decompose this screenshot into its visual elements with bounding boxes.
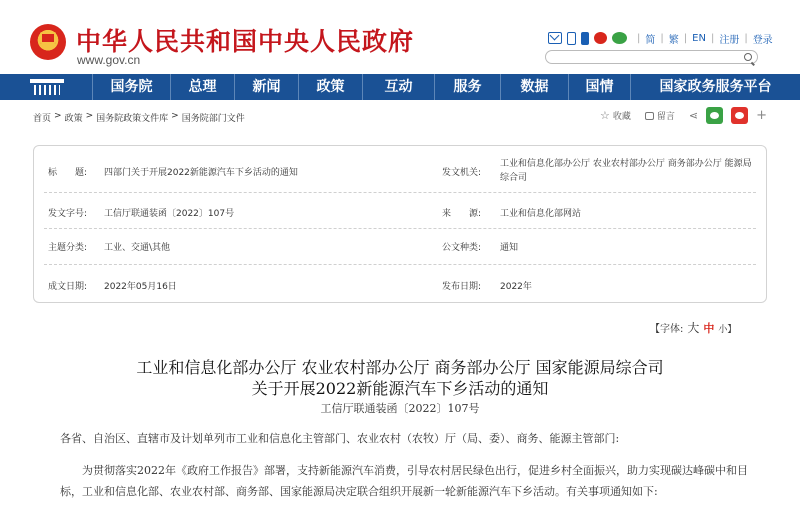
written-date-value: 2022年05月16日 bbox=[104, 282, 177, 292]
main-nav bbox=[0, 74, 800, 100]
issuer-value: 工业和信息化部办公厅 农业农村部办公厅 商务部办公厅 能源局综合司 bbox=[500, 159, 752, 183]
font-size-large[interactable]: 大 bbox=[687, 321, 700, 335]
doc-type-label: 公文种类: bbox=[442, 243, 482, 253]
plus-icon[interactable]: + bbox=[756, 108, 768, 123]
breadcrumb-dept-files[interactable]: 国务院部门文件 bbox=[181, 114, 245, 124]
weibo-share-icon[interactable] bbox=[731, 107, 748, 124]
top-links bbox=[548, 30, 773, 46]
weibo-icon[interactable] bbox=[594, 32, 607, 44]
mail-icon[interactable] bbox=[548, 32, 562, 44]
link-traditional[interactable]: 繁 bbox=[668, 34, 679, 46]
document-salutation: 各省、自治区、直辖市及计划单列市工业和信息化主管部门、农业农村（农牧）厅（局、委）、商务、能源主管部门: bbox=[60, 432, 620, 445]
issuer-label: 发文机关: bbox=[442, 168, 482, 178]
topic-label: 主题分类: bbox=[48, 243, 88, 253]
info-row bbox=[44, 265, 756, 303]
link-login[interactable]: 登录 bbox=[752, 34, 773, 46]
info-row bbox=[44, 193, 756, 229]
national-emblem-icon bbox=[30, 24, 66, 60]
tiananmen-icon bbox=[30, 79, 64, 95]
search-icon[interactable] bbox=[744, 53, 752, 61]
divider: | bbox=[637, 32, 641, 44]
star-icon: ☆ bbox=[600, 109, 610, 122]
nav-item-gov-service-platform[interactable]: 国家政务服务平台 bbox=[630, 74, 800, 100]
source-label: 来 源: bbox=[442, 209, 482, 219]
site-header bbox=[0, 0, 800, 74]
doc-number-value: 工信厅联通装函〔2022〕107号 bbox=[104, 209, 235, 219]
comment-icon bbox=[645, 112, 654, 120]
comment-label: 留言 bbox=[656, 112, 675, 122]
publish-date-value: 2022年 bbox=[500, 282, 532, 292]
wechat-share-icon[interactable] bbox=[706, 107, 723, 124]
share-icon[interactable]: ⋖ bbox=[688, 109, 699, 122]
font-size-label: 【字体: bbox=[650, 324, 684, 335]
nav-item-premier[interactable]: 总理 bbox=[170, 74, 234, 100]
publish-date-label: 发布日期: bbox=[442, 282, 482, 292]
document-info-box bbox=[33, 145, 767, 303]
divider: | bbox=[683, 32, 688, 44]
favorite-button[interactable] bbox=[600, 109, 631, 122]
nav-item-state-council[interactable]: 国务院 bbox=[92, 74, 170, 100]
title-value: 四部门关于开展2022新能源汽车下乡活动的通知 bbox=[104, 168, 298, 178]
link-english[interactable]: EN bbox=[692, 32, 706, 44]
breadcrumb-separator: > bbox=[171, 111, 179, 121]
mobile-icon[interactable] bbox=[581, 32, 589, 45]
title-label: 标 题: bbox=[48, 168, 88, 178]
search-input[interactable] bbox=[552, 57, 742, 69]
app-icon[interactable] bbox=[567, 32, 576, 45]
font-size-control bbox=[650, 319, 736, 336]
nav-item-interaction[interactable]: 互动 bbox=[362, 74, 434, 100]
divider: | bbox=[744, 32, 748, 44]
document-number: 工信厅联通装函〔2022〕107号 bbox=[320, 402, 480, 415]
comment-button[interactable] bbox=[645, 109, 675, 122]
divider: | bbox=[660, 32, 664, 44]
nav-item-national-info[interactable]: 国情 bbox=[568, 74, 630, 100]
nav-item-service[interactable]: 服务 bbox=[434, 74, 500, 100]
breadcrumb bbox=[33, 111, 245, 124]
breadcrumb-separator: > bbox=[54, 111, 62, 121]
divider: | bbox=[710, 32, 715, 44]
source-value: 工业和信息化部网站 bbox=[500, 209, 582, 219]
document-title-line1: 工业和信息化部办公厅 农业农村部办公厅 商务部办公厅 国家能源局综合司 bbox=[136, 358, 664, 377]
font-size-small[interactable]: 小】 bbox=[718, 325, 737, 335]
link-simplified[interactable]: 简 bbox=[645, 34, 656, 46]
search-box bbox=[545, 50, 758, 64]
info-row bbox=[44, 229, 756, 265]
written-date-label: 成文日期: bbox=[48, 282, 88, 292]
nav-item-policy[interactable]: 政策 bbox=[298, 74, 362, 100]
breadcrumb-policy[interactable]: 政策 bbox=[64, 114, 83, 124]
breadcrumb-policy-library[interactable]: 国务院政策文件库 bbox=[96, 114, 169, 124]
breadcrumb-home[interactable]: 首页 bbox=[33, 114, 52, 124]
breadcrumb-separator: > bbox=[85, 111, 94, 121]
doc-type-value: 通知 bbox=[500, 243, 519, 253]
info-row bbox=[44, 146, 756, 193]
doc-number-label: 发文字号: bbox=[48, 209, 88, 219]
nav-item-data[interactable]: 数据 bbox=[500, 74, 568, 100]
nav-home[interactable] bbox=[0, 74, 92, 100]
link-register[interactable]: 注册 bbox=[719, 34, 740, 46]
favorite-label: 收藏 bbox=[612, 112, 631, 122]
wechat-icon[interactable] bbox=[612, 32, 627, 44]
article-tools bbox=[600, 107, 767, 124]
site-title[interactable]: 中华人民共和国中央人民政府 bbox=[76, 27, 415, 56]
topic-value: 工业、交通\其他 bbox=[104, 243, 171, 253]
site-url: www.gov.cn bbox=[77, 53, 141, 67]
font-size-medium[interactable]: 中 bbox=[703, 322, 715, 335]
document-title-line2: 关于开展2022新能源汽车下乡活动的通知 bbox=[251, 379, 549, 398]
document-body-paragraph: 为贯彻落实2022年《政府工作报告》部署，支持新能源汽车消费，引导农村居民绿色出行，促进乡村全面振兴，助力实现碳达峰碳中和目标，工业和信息化部、农业农村部、商务部、国家能源局决定联合组织开展新一轮新能源汽车下乡活动。有关事项通知如下: bbox=[60, 464, 748, 498]
nav-item-news[interactable]: 新闻 bbox=[234, 74, 298, 100]
